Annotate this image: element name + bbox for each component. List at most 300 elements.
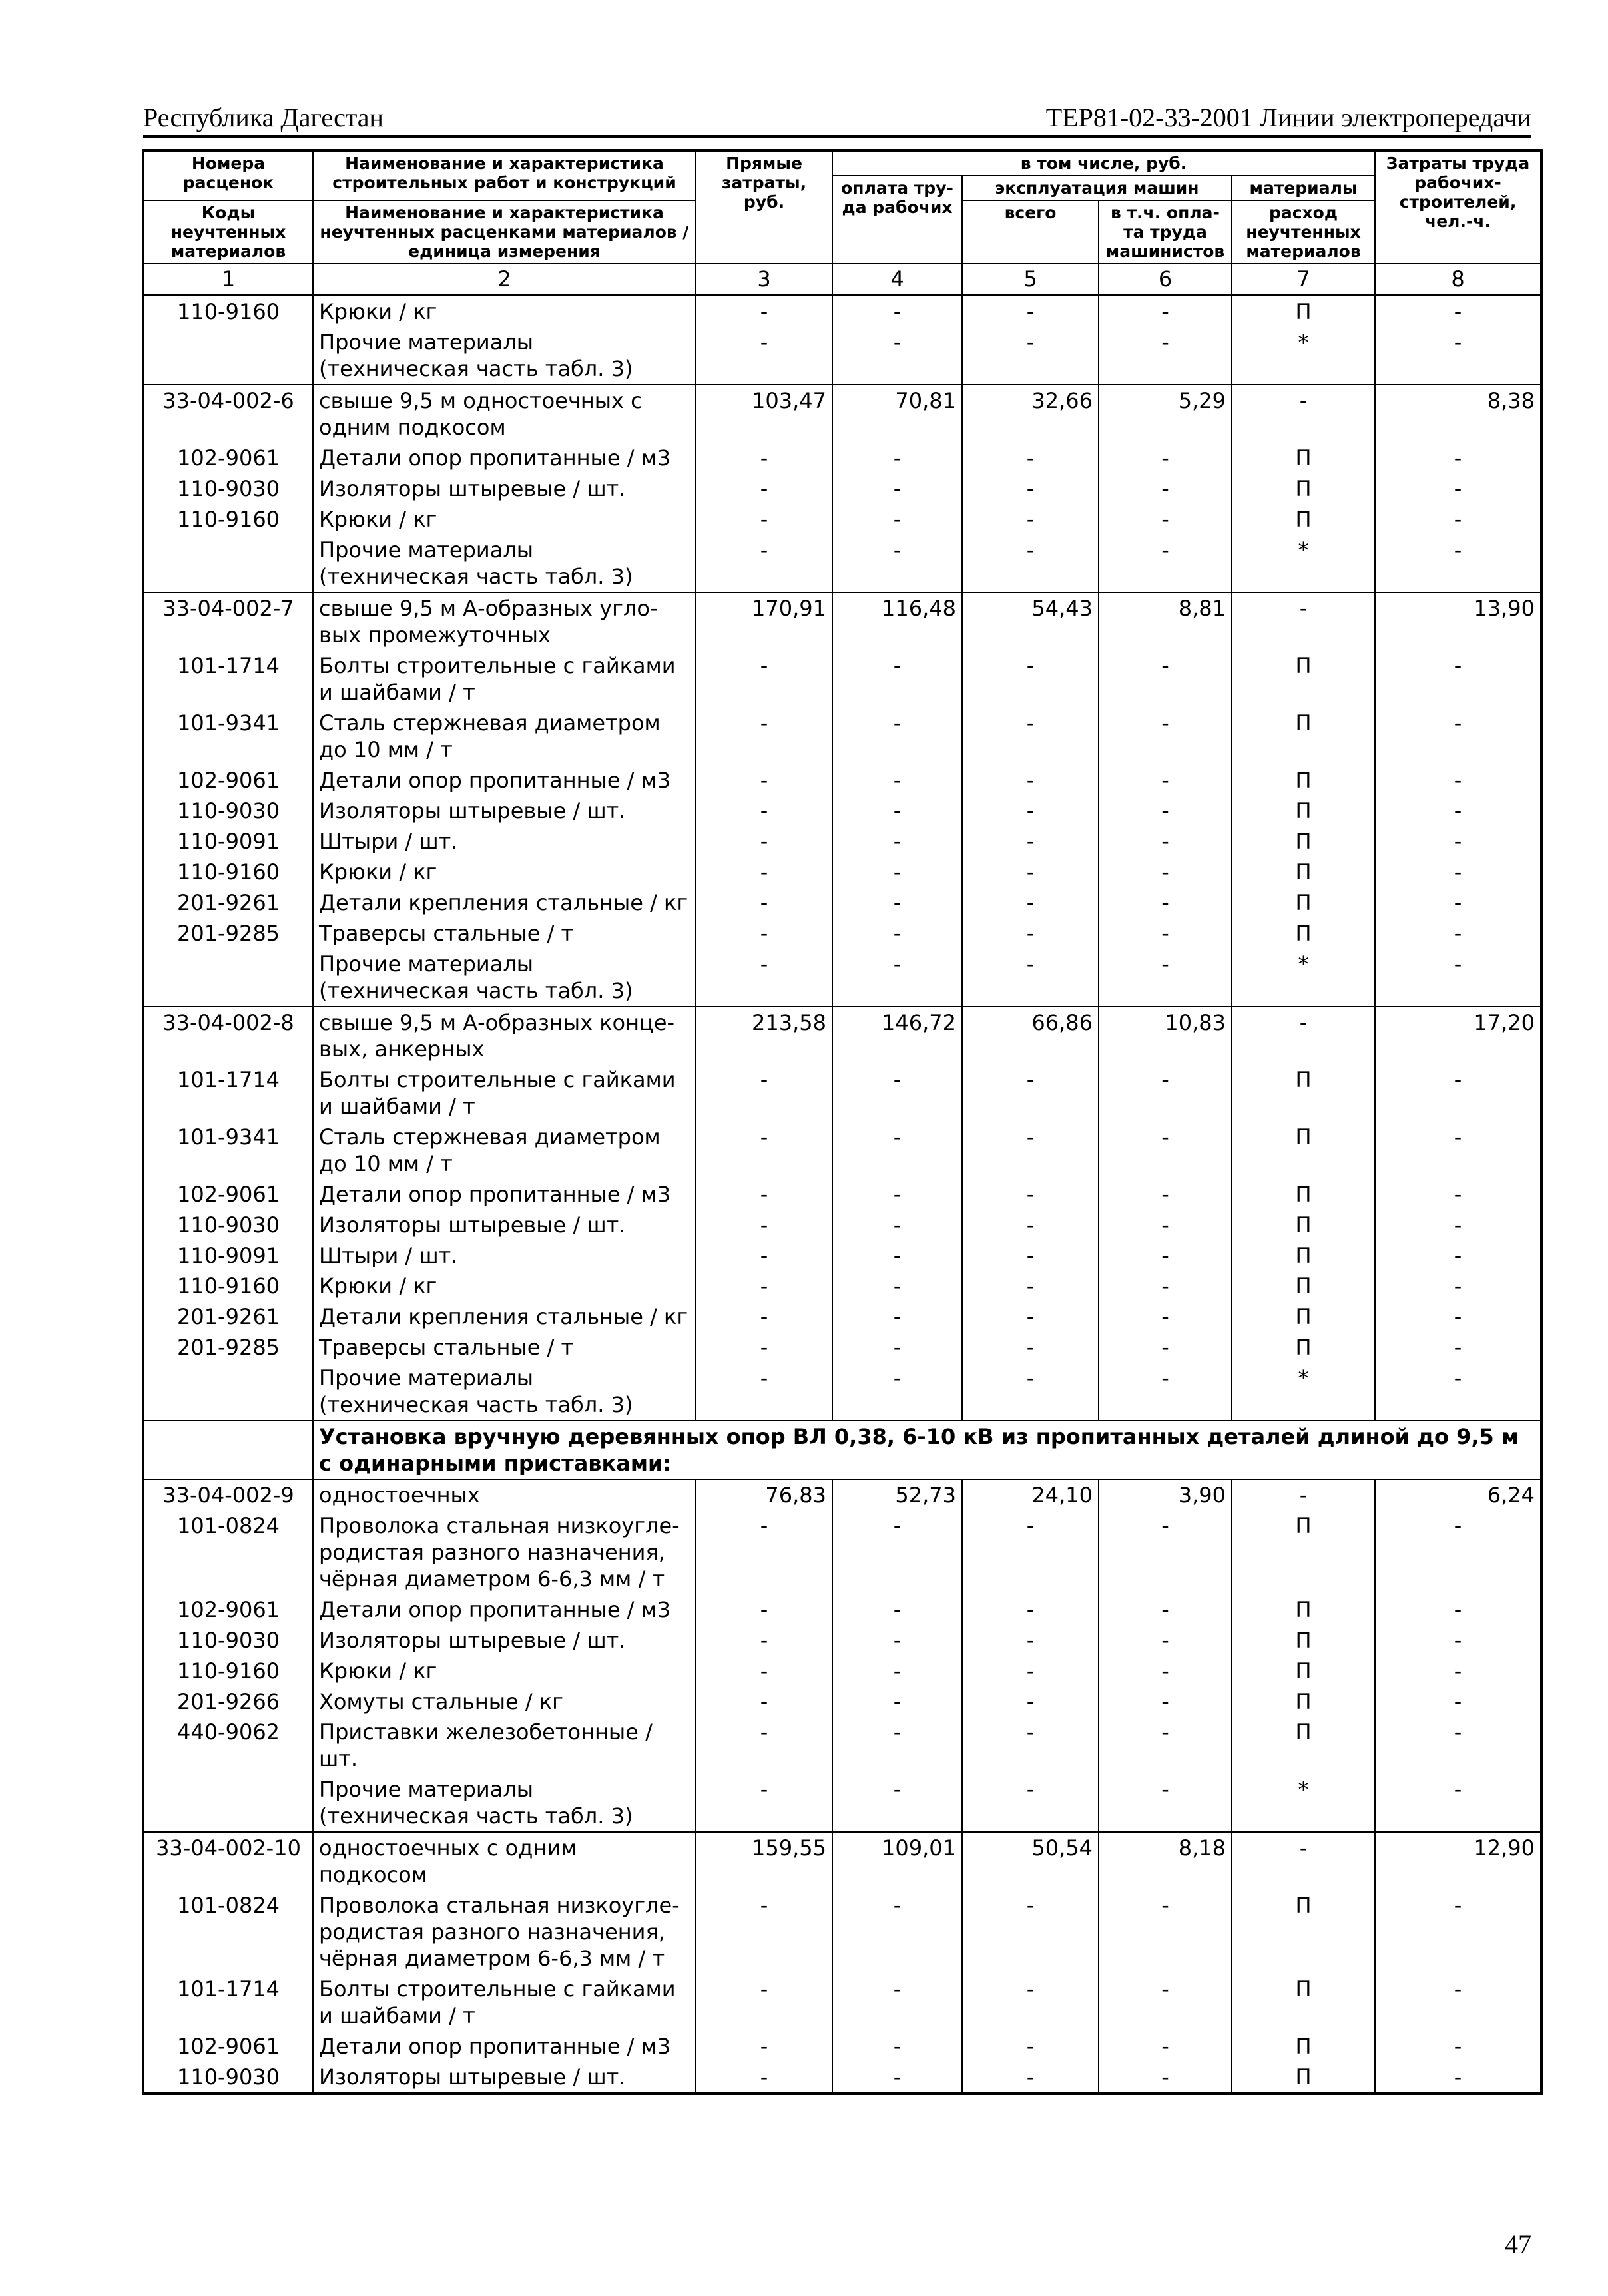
machinists-pay: -: [1099, 1210, 1232, 1240]
machines-total: 24,10: [962, 1479, 1099, 1510]
direct-costs: -: [696, 1363, 832, 1421]
material-consumption: П: [1232, 1625, 1375, 1656]
material-code: 102-9061: [143, 1179, 313, 1210]
labor-pay: -: [832, 327, 962, 385]
labor-costs: -: [1375, 1179, 1541, 1210]
material-consumption: П: [1232, 1122, 1375, 1179]
material-row: [143, 1890, 1541, 1974]
material-consumption: -: [1232, 1832, 1375, 1890]
machines-total: -: [962, 295, 1099, 327]
direct-costs: -: [696, 1625, 832, 1656]
labor-costs: -: [1375, 1656, 1541, 1686]
direct-costs: -: [696, 1974, 832, 2031]
direct-costs: -: [696, 504, 832, 535]
labor-pay: -: [832, 1064, 962, 1122]
material-name: Изоляторы штыревые / шт.: [313, 2062, 696, 2094]
direct-costs: -: [696, 765, 832, 796]
machines-total: -: [962, 1594, 1099, 1625]
material-name: Крюки / кг: [313, 857, 696, 887]
material-code: 102-9061: [143, 2031, 313, 2062]
material-row: [143, 1240, 1541, 1271]
material-code: 110-9160: [143, 295, 313, 327]
material-consumption: П: [1232, 295, 1375, 327]
machines-total: -: [962, 826, 1099, 857]
labor-pay: -: [832, 765, 962, 796]
material-consumption: П: [1232, 765, 1375, 796]
labor-costs: -: [1375, 2062, 1541, 2094]
direct-costs: -: [696, 1332, 832, 1363]
labor-costs: -: [1375, 1332, 1541, 1363]
table-body: [143, 295, 1541, 2094]
labor-pay: -: [832, 1717, 962, 1774]
material-consumption: П: [1232, 826, 1375, 857]
rate-name: одностоечных с одним подкосом: [313, 1832, 696, 1890]
material-name: Прочие материалы (техническая часть табл. 3): [313, 1774, 696, 1832]
direct-costs: -: [696, 2031, 832, 2062]
material-name: Детали крепления стальные / кг: [313, 1301, 696, 1332]
material-consumption: П: [1232, 1974, 1375, 2031]
material-code: 102-9061: [143, 1594, 313, 1625]
material-row: [143, 443, 1541, 473]
material-code: 201-9266: [143, 1686, 313, 1717]
material-consumption: П: [1232, 887, 1375, 918]
labor-costs: -: [1375, 2031, 1541, 2062]
machinists-pay: -: [1099, 708, 1232, 765]
rate-row: [143, 1007, 1541, 1064]
material-name: Крюки / кг: [313, 295, 696, 327]
material-code: 101-9341: [143, 708, 313, 765]
material-code: 101-0824: [143, 1510, 313, 1594]
material-code: [143, 1363, 313, 1421]
machinists-pay: -: [1099, 1686, 1232, 1717]
machinists-pay: -: [1099, 2031, 1232, 2062]
material-row: [143, 1122, 1541, 1179]
machines-total: -: [962, 1625, 1099, 1656]
machines-total: -: [962, 1122, 1099, 1179]
rate-code: 33-04-002-8: [143, 1007, 313, 1064]
machines-total: -: [962, 1179, 1099, 1210]
machines-total: -: [962, 949, 1099, 1007]
material-name: Изоляторы штыревые / шт.: [313, 796, 696, 826]
machines-total: 66,86: [962, 1007, 1099, 1064]
labor-costs: -: [1375, 1064, 1541, 1122]
material-row: [143, 708, 1541, 765]
machines-total: -: [962, 1774, 1099, 1832]
material-row: [143, 918, 1541, 949]
page-number: 47: [1505, 2229, 1531, 2259]
material-row: [143, 826, 1541, 857]
labor-costs: -: [1375, 443, 1541, 473]
labor-pay: 109,01: [832, 1832, 962, 1890]
material-row: [143, 1974, 1541, 2031]
machinists-pay: -: [1099, 1301, 1232, 1332]
direct-costs: -: [696, 1717, 832, 1774]
labor-costs: -: [1375, 295, 1541, 327]
labor-costs: -: [1375, 1210, 1541, 1240]
direct-costs: -: [696, 857, 832, 887]
labor-costs: -: [1375, 765, 1541, 796]
material-row: [143, 1332, 1541, 1363]
material-consumption: *: [1232, 535, 1375, 592]
direct-costs: -: [696, 826, 832, 857]
machinists-pay: -: [1099, 504, 1232, 535]
machines-total: -: [962, 1210, 1099, 1240]
machines-total: -: [962, 1510, 1099, 1594]
material-row: [143, 535, 1541, 592]
col-machines-total: всего: [962, 200, 1099, 264]
labor-costs: -: [1375, 1301, 1541, 1332]
labor-pay: -: [832, 1625, 962, 1656]
material-code: 101-0824: [143, 1890, 313, 1974]
labor-pay: -: [832, 1974, 962, 2031]
direct-costs: -: [696, 1774, 832, 1832]
labor-pay: -: [832, 1240, 962, 1271]
col-number: 5: [962, 264, 1099, 295]
labor-pay: -: [832, 708, 962, 765]
direct-costs: -: [696, 1594, 832, 1625]
machines-total: -: [962, 887, 1099, 918]
machines-total: -: [962, 1717, 1099, 1774]
material-code: 110-9160: [143, 857, 313, 887]
material-code: 201-9261: [143, 887, 313, 918]
material-name: Детали опор пропитанные / м3: [313, 765, 696, 796]
material-row: [143, 949, 1541, 1007]
machines-total: -: [962, 918, 1099, 949]
material-row: [143, 1774, 1541, 1832]
labor-costs: -: [1375, 1686, 1541, 1717]
labor-costs: -: [1375, 826, 1541, 857]
material-name: Крюки / кг: [313, 1656, 696, 1686]
material-code: [143, 1774, 313, 1832]
labor-pay: -: [832, 1122, 962, 1179]
header-region: Республика Дагестан: [143, 103, 384, 132]
material-consumption: П: [1232, 1179, 1375, 1210]
material-name: Проволока стальная низкоугле-родистая разного назначения, чёрная диаметром 6-6,3 мм / т: [313, 1510, 696, 1594]
machinists-pay: -: [1099, 857, 1232, 887]
material-name: Детали опор пропитанные / м3: [313, 443, 696, 473]
machines-total: -: [962, 1064, 1099, 1122]
labor-costs: 8,38: [1375, 385, 1541, 443]
material-consumption: П: [1232, 650, 1375, 708]
col-number: 7: [1232, 264, 1375, 295]
material-code: 101-9341: [143, 1122, 313, 1179]
col-number: 8: [1375, 264, 1541, 295]
machinists-pay: -: [1099, 796, 1232, 826]
machinists-pay: -: [1099, 295, 1232, 327]
machinists-pay: -: [1099, 1122, 1232, 1179]
material-name: Приставки железобетонные /шт.: [313, 1717, 696, 1774]
material-name: Детали опор пропитанные / м3: [313, 1179, 696, 1210]
labor-pay: -: [832, 796, 962, 826]
machines-total: -: [962, 473, 1099, 504]
material-name: Болты строительные с гайками и шайбами / т: [313, 650, 696, 708]
machines-total: -: [962, 327, 1099, 385]
direct-costs: -: [696, 327, 832, 385]
machines-total: 32,66: [962, 385, 1099, 443]
machinists-pay: 3,90: [1099, 1479, 1232, 1510]
machinists-pay: -: [1099, 1179, 1232, 1210]
material-row: [143, 1064, 1541, 1122]
labor-pay: -: [832, 918, 962, 949]
material-code: [143, 535, 313, 592]
material-name: Проволока стальная низкоугле-родистая разного назначения, чёрная диаметром 6-6,3 мм / т: [313, 1890, 696, 1974]
direct-costs: -: [696, 887, 832, 918]
col-direct-costs: Прямые затраты, руб.: [696, 150, 832, 264]
machines-total: -: [962, 1363, 1099, 1421]
machines-total: -: [962, 857, 1099, 887]
rate-row: [143, 592, 1541, 650]
machines-total: 50,54: [962, 1832, 1099, 1890]
material-name: Болты строительные с гайками и шайбами / т: [313, 1064, 696, 1122]
labor-pay: -: [832, 857, 962, 887]
labor-costs: 12,90: [1375, 1832, 1541, 1890]
material-code: [143, 327, 313, 385]
material-consumption: П: [1232, 1656, 1375, 1686]
material-consumption: *: [1232, 949, 1375, 1007]
material-name: Детали опор пропитанные / м3: [313, 1594, 696, 1625]
material-row: [143, 765, 1541, 796]
col-labor-costs: Затраты труда рабочих-строителей, чел.-ч.: [1375, 150, 1541, 264]
machinists-pay: -: [1099, 650, 1232, 708]
material-name: Прочие материалы (техническая часть табл. 3): [313, 327, 696, 385]
section-row: [143, 1421, 1541, 1479]
labor-pay: -: [832, 1890, 962, 1974]
header-rule: [143, 135, 1531, 138]
labor-costs: -: [1375, 1625, 1541, 1656]
labor-costs: 13,90: [1375, 592, 1541, 650]
rate-name: свыше 9,5 м А-образных угло-вых промежуточных: [313, 592, 696, 650]
material-row: [143, 1594, 1541, 1625]
machines-total: -: [962, 765, 1099, 796]
material-row: [143, 1301, 1541, 1332]
labor-costs: -: [1375, 473, 1541, 504]
direct-costs: -: [696, 443, 832, 473]
labor-costs: -: [1375, 1717, 1541, 1774]
labor-costs: -: [1375, 535, 1541, 592]
labor-pay: -: [832, 1363, 962, 1421]
labor-pay: -: [832, 2031, 962, 2062]
rate-code: 33-04-002-6: [143, 385, 313, 443]
material-consumption: П: [1232, 1686, 1375, 1717]
material-consumption: П: [1232, 1890, 1375, 1974]
material-name: Изоляторы штыревые / шт.: [313, 1210, 696, 1240]
labor-pay: -: [832, 1594, 962, 1625]
machinists-pay: -: [1099, 327, 1232, 385]
labor-pay: -: [832, 887, 962, 918]
labor-costs: 6,24: [1375, 1479, 1541, 1510]
machines-total: -: [962, 1974, 1099, 2031]
labor-costs: -: [1375, 857, 1541, 887]
machinists-pay: -: [1099, 826, 1232, 857]
material-code: 201-9285: [143, 1332, 313, 1363]
machines-total: -: [962, 1332, 1099, 1363]
material-consumption: П: [1232, 918, 1375, 949]
rate-name: одностоечных: [313, 1479, 696, 1510]
material-consumption: П: [1232, 473, 1375, 504]
machinists-pay: -: [1099, 765, 1232, 796]
machines-total: -: [962, 1301, 1099, 1332]
machinists-pay: -: [1099, 2062, 1232, 2094]
material-name: Болты строительные с гайками и шайбами / т: [313, 1974, 696, 2031]
machines-total: -: [962, 2031, 1099, 2062]
machinists-pay: -: [1099, 473, 1232, 504]
material-row: [143, 1210, 1541, 1240]
direct-costs: -: [696, 1890, 832, 1974]
col-rate-numbers: Номера расценок: [143, 150, 313, 200]
material-row: [143, 1625, 1541, 1656]
machinists-pay: -: [1099, 1240, 1232, 1271]
direct-costs: -: [696, 1686, 832, 1717]
material-name: Изоляторы штыревые / шт.: [313, 1625, 696, 1656]
machinists-pay: 8,81: [1099, 592, 1232, 650]
labor-pay: -: [832, 1774, 962, 1832]
material-consumption: П: [1232, 1210, 1375, 1240]
machinists-pay: -: [1099, 535, 1232, 592]
direct-costs: -: [696, 650, 832, 708]
col-material-consumption: расход неучтенных материалов: [1232, 200, 1375, 264]
machines-total: -: [962, 535, 1099, 592]
labor-costs: -: [1375, 327, 1541, 385]
material-row: [143, 887, 1541, 918]
labor-pay: -: [832, 1301, 962, 1332]
material-row: [143, 650, 1541, 708]
labor-pay: -: [832, 1656, 962, 1686]
material-name: Штыри / шт.: [313, 826, 696, 857]
material-consumption: П: [1232, 2062, 1375, 2094]
header-document-code: ТЕР81-02-33-2001 Линии электропередачи: [1045, 103, 1531, 132]
material-row: [143, 1686, 1541, 1717]
machinists-pay: -: [1099, 1064, 1232, 1122]
material-code: 102-9061: [143, 443, 313, 473]
material-name: Штыри / шт.: [313, 1240, 696, 1271]
labor-costs: -: [1375, 949, 1541, 1007]
direct-costs: -: [696, 1240, 832, 1271]
material-code: 101-1714: [143, 650, 313, 708]
labor-pay: -: [832, 1179, 962, 1210]
col-work-name: Наименование и характеристика строительных работ и конструкций: [313, 150, 696, 200]
col-number: 3: [696, 264, 832, 295]
labor-pay: -: [832, 2062, 962, 2094]
material-name: Крюки / кг: [313, 504, 696, 535]
material-consumption: П: [1232, 2031, 1375, 2062]
direct-costs: -: [696, 1179, 832, 1210]
machinists-pay: -: [1099, 1510, 1232, 1594]
machinists-pay: 10,83: [1099, 1007, 1232, 1064]
labor-pay: -: [832, 650, 962, 708]
material-consumption: П: [1232, 1332, 1375, 1363]
direct-costs: 213,58: [696, 1007, 832, 1064]
machines-total: 54,43: [962, 592, 1099, 650]
direct-costs: -: [696, 796, 832, 826]
col-number: 2: [313, 264, 696, 295]
machinists-pay: -: [1099, 1363, 1232, 1421]
material-consumption: -: [1232, 1479, 1375, 1510]
machinists-pay: -: [1099, 1656, 1232, 1686]
material-row: [143, 504, 1541, 535]
direct-costs: -: [696, 1271, 832, 1301]
col-material-name: Наименование и характеристика неучтенных расценками материалов / единица измерения: [313, 200, 696, 264]
machines-total: -: [962, 1656, 1099, 1686]
labor-costs: -: [1375, 1774, 1541, 1832]
labor-costs: -: [1375, 1122, 1541, 1179]
material-code: 110-9160: [143, 1656, 313, 1686]
direct-costs: -: [696, 295, 832, 327]
labor-pay: -: [832, 826, 962, 857]
material-code: 110-9030: [143, 1625, 313, 1656]
machines-total: -: [962, 504, 1099, 535]
material-row: [143, 796, 1541, 826]
material-consumption: П: [1232, 1717, 1375, 1774]
labor-pay: 70,81: [832, 385, 962, 443]
material-code: 110-9160: [143, 1271, 313, 1301]
labor-pay: -: [832, 473, 962, 504]
col-labor-pay: оплата тру-да рабочих: [832, 176, 962, 264]
col-including: в том числе, руб.: [832, 150, 1375, 176]
col-materials: материалы: [1232, 176, 1375, 200]
labor-pay: -: [832, 535, 962, 592]
machines-total: -: [962, 708, 1099, 765]
machinists-pay: -: [1099, 887, 1232, 918]
material-name: Траверсы стальные / т: [313, 1332, 696, 1363]
col-machinists-pay: в т.ч. опла-та труда машинистов: [1099, 200, 1232, 264]
labor-costs: -: [1375, 1363, 1541, 1421]
direct-costs: -: [696, 918, 832, 949]
material-name: Траверсы стальные / т: [313, 918, 696, 949]
material-name: Прочие материалы (техническая часть табл. 3): [313, 1363, 696, 1421]
material-consumption: П: [1232, 443, 1375, 473]
machines-total: -: [962, 443, 1099, 473]
material-row: [143, 1179, 1541, 1210]
direct-costs: -: [696, 1301, 832, 1332]
labor-pay: -: [832, 295, 962, 327]
direct-costs: -: [696, 949, 832, 1007]
material-row: [143, 857, 1541, 887]
material-code: 110-9160: [143, 504, 313, 535]
material-row: [143, 1271, 1541, 1301]
direct-costs: -: [696, 1122, 832, 1179]
material-name: Детали опор пропитанные / м3: [313, 2031, 696, 2062]
section-blank: [143, 1421, 313, 1479]
labor-pay: -: [832, 1210, 962, 1240]
machines-total: -: [962, 650, 1099, 708]
material-code: 110-9030: [143, 473, 313, 504]
rate-name: свыше 9,5 м одностоечных с одним подкосом: [313, 385, 696, 443]
material-consumption: *: [1232, 1363, 1375, 1421]
material-code: 440-9062: [143, 1717, 313, 1774]
rate-row: [143, 1479, 1541, 1510]
material-name: Сталь стержневая диаметром до 10 мм / т: [313, 708, 696, 765]
material-name: Изоляторы штыревые / шт.: [313, 473, 696, 504]
material-code: 110-9091: [143, 1240, 313, 1271]
labor-pay: -: [832, 949, 962, 1007]
machines-total: -: [962, 1890, 1099, 1974]
machinists-pay: -: [1099, 1890, 1232, 1974]
material-code: 110-9030: [143, 2062, 313, 2094]
material-consumption: -: [1232, 385, 1375, 443]
material-consumption: П: [1232, 1271, 1375, 1301]
col-number: 6: [1099, 264, 1232, 295]
material-code: 102-9061: [143, 765, 313, 796]
material-name: Крюки / кг: [313, 1271, 696, 1301]
direct-costs: -: [696, 1210, 832, 1240]
labor-pay: -: [832, 1332, 962, 1363]
direct-costs: -: [696, 1064, 832, 1122]
material-consumption: П: [1232, 504, 1375, 535]
material-row: [143, 473, 1541, 504]
table-header: [143, 150, 1541, 295]
material-consumption: *: [1232, 327, 1375, 385]
machines-total: -: [962, 2062, 1099, 2094]
